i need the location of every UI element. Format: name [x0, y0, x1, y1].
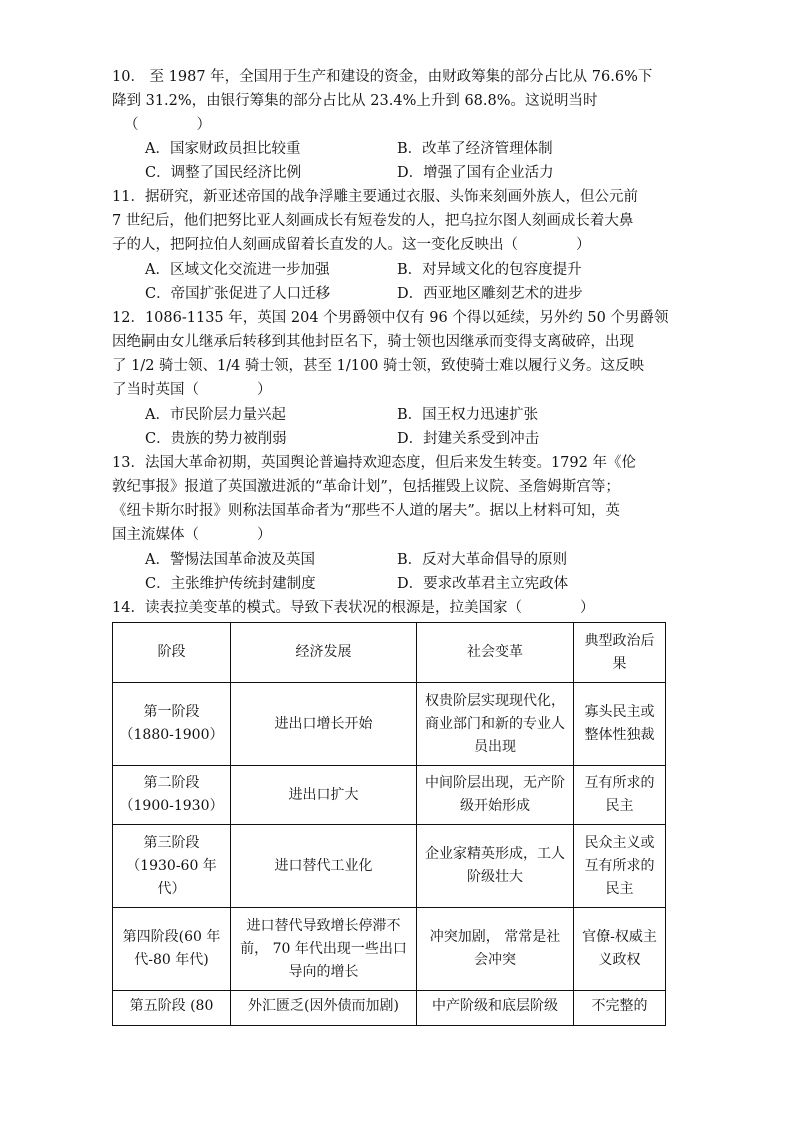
table-cell: 互有所求的民主 — [574, 766, 666, 825]
q13-option-c[interactable]: C．主张维护传统封建制度 — [145, 576, 316, 592]
table-header-row — [113, 623, 666, 683]
table-cell: 官僚-权威主义政权 — [574, 908, 666, 991]
table-row — [113, 991, 666, 1026]
table-cell: 进口替代工业化 — [231, 825, 417, 908]
q10-option-a[interactable]: A．国家财政员担比较重 — [145, 141, 301, 157]
q12-option-b[interactable]: B．国王权力迅速扩张 — [397, 407, 539, 423]
table-row — [113, 766, 666, 825]
q10-option-b[interactable]: B．改革了经济管理体制 — [397, 141, 553, 157]
q13-option-b[interactable]: B．反对大革命倡导的原则 — [397, 552, 568, 568]
table-cell: 冲突加剧， 常常是社会冲突 — [417, 908, 574, 991]
table-cell: 外汇匮乏(因外债而加剧) — [231, 991, 417, 1026]
q11-option-d[interactable]: D．西亚地区雕刻艺术的进步 — [397, 286, 583, 302]
q12-stem-line-4: 了当时英国（ ） — [112, 382, 272, 398]
table-cell: 第一阶段（1880-1900） — [113, 683, 231, 766]
q10-answer-blank: （ ） — [124, 117, 211, 133]
header-stage: 阶段 — [113, 623, 231, 683]
q12-stem-line-2: 因绝嗣由女儿继承后转移到其他封臣名下，骑士领也因继承而变得支离破碎，出现 — [112, 334, 634, 350]
table-cell: 中产阶级和底层阶级 — [417, 991, 574, 1026]
q13-option-d[interactable]: D．要求改革君主立宪政体 — [397, 576, 569, 592]
latin-america-reform-table — [112, 622, 666, 1026]
table-row — [113, 683, 666, 766]
table-cell: 第四阶段(60 年代-80 年代) — [113, 908, 231, 991]
table-cell: 第五阶段 (80 — [113, 991, 231, 1026]
table-cell: 中间阶层出现，无产阶级开始形成 — [417, 766, 574, 825]
q11-stem-line-3: 子的人，把阿拉伯人刻画成留着长直发的人。这一变化反映出（ ） — [112, 237, 591, 253]
table-cell: 进出口增长开始 — [231, 683, 417, 766]
table-cell: 民众主义或互有所求的民主 — [574, 825, 666, 908]
table-row — [113, 825, 666, 908]
q10-stem-line-2: 降到 31.2%，由银行筹集的部分占比从 23.4%上升到 68.8%。这说明当时 — [112, 93, 598, 109]
q12-option-d[interactable]: D．封建关系受到冲击 — [397, 431, 540, 447]
table-cell: 进出口扩大 — [231, 766, 417, 825]
header-political-outcome: 典型政治后果 — [574, 623, 666, 683]
q11-option-c[interactable]: C．帝国扩张促进了人口迁移 — [145, 286, 331, 302]
header-economic-development: 经济发展 — [231, 623, 417, 683]
table-cell: 第二阶段（1900-1930） — [113, 766, 231, 825]
table-cell: 权贵阶层实现现代化，商业部门和新的专业人员出现 — [417, 683, 574, 766]
q13-stem-line-4: 国主流媒体（ ） — [112, 527, 272, 543]
q12-stem-line-3: 了 1/2 骑士领、1/4 骑士领，甚至 1/100 骑士领，致使骑士难以履行义务。这反映 — [112, 358, 645, 374]
q11-option-a[interactable]: A．区域文化交流进一步加强 — [145, 262, 330, 278]
q13-option-a[interactable]: A．警惕法国革命波及英国 — [145, 552, 315, 568]
q10-stem-line-1: 10． 至 1987 年，全国用于生产和建设的资金，由财政筹集的部分占比从 76.6%下 — [112, 69, 653, 85]
table-cell: 寡头民主或整体性独裁 — [574, 683, 666, 766]
table-cell: 进口替代导致增长停滞不前， 70 年代出现一些出口导向的增长 — [231, 908, 417, 991]
q11-stem-line-1: 11．据研究，新亚述帝国的战争浮雕主要通过衣服、头饰来刻画外族人，但公元前 — [112, 189, 638, 205]
q10-option-c[interactable]: C．调整了国民经济比例 — [145, 165, 302, 181]
table-cell: 企业家精英形成，工人阶级壮大 — [417, 825, 574, 908]
q10-option-d[interactable]: D．增强了国有企业活力 — [397, 165, 554, 181]
table-row — [113, 908, 666, 991]
q13-stem-line-2: 敦纪事报》报道了英国激进派的“革命计划”，包括摧毁上议院、圣詹姆斯宫等； — [112, 479, 620, 495]
q12-stem-line-1: 12．1086-1135 年，英国 204 个男爵领中仅有 96 个得以延续，另外约 50 个男爵领 — [112, 310, 669, 326]
header-social-change: 社会变革 — [417, 623, 574, 683]
q11-option-b[interactable]: B．对异域文化的包容度提升 — [397, 262, 582, 278]
q13-stem-line-3: 《纽卡斯尔时报》则称法国革命者为“那些不人道的屠夫”。据以上材料可知，英 — [112, 503, 620, 519]
table-cell: 第三阶段（1930-60 年代） — [113, 825, 231, 908]
q13-stem-line-1: 13．法国大革命初期，英国舆论普遍持欢迎态度，但后来发生转变。1792 年《伦 — [112, 455, 636, 471]
table-cell: 不完整的 — [574, 991, 666, 1026]
q12-option-c[interactable]: C．贵族的势力被削弱 — [145, 431, 287, 447]
q11-stem-line-2: 7 世纪后，他们把努比亚人刻画成长有短卷发的人，把乌拉尔图人刻画成长着大鼻 — [112, 213, 634, 229]
q12-option-a[interactable]: A．市民阶层力量兴起 — [145, 407, 286, 423]
q14-stem-line-1: 14．读表拉美变革的模式。导致下表状况的根源是，拉美国家（ ） — [112, 600, 595, 616]
